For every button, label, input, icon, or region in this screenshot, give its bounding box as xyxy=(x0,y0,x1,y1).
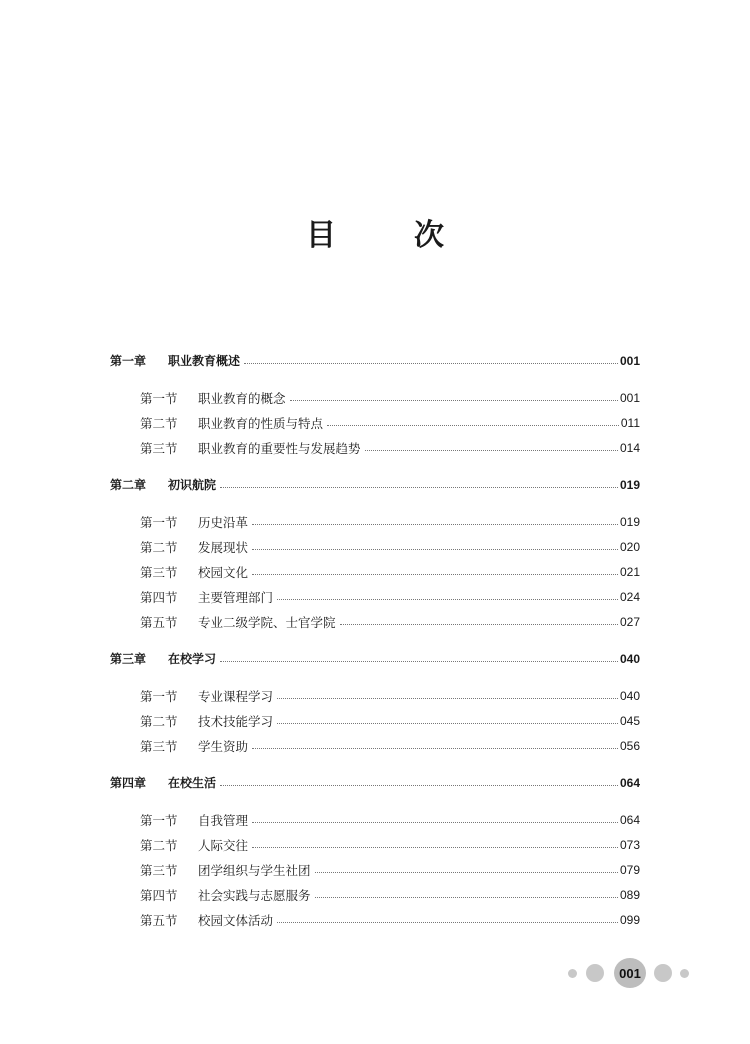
section-title: 自我管理 xyxy=(198,812,249,828)
section-number: 第一节 xyxy=(140,390,178,406)
chapter-title: 在校学习 xyxy=(168,652,217,666)
section-number: 第一节 xyxy=(140,812,178,828)
page-ref: 014 xyxy=(619,440,640,455)
toc-section-row[interactable] xyxy=(110,534,640,559)
toc-chapter-row[interactable] xyxy=(110,348,640,373)
decorative-dot xyxy=(568,969,577,978)
toc-chapter-row[interactable] xyxy=(110,646,640,671)
page-ref: 001 xyxy=(619,353,640,368)
section-title: 人际交往 xyxy=(198,837,249,853)
page-ref: 045 xyxy=(619,713,640,728)
section-title: 历史沿革 xyxy=(198,514,249,530)
section-number: 第二节 xyxy=(140,415,178,431)
chapter-title: 初识航院 xyxy=(168,478,217,492)
section-number: 第三节 xyxy=(140,862,178,878)
section-number: 第三节 xyxy=(140,738,178,754)
section-title: 专业课程学习 xyxy=(198,688,274,704)
dot-leader xyxy=(277,698,618,699)
section-title: 校园文化 xyxy=(198,564,249,580)
toc-section-row[interactable] xyxy=(110,385,640,410)
dot-leader xyxy=(244,363,618,364)
page-ref: 011 xyxy=(620,415,640,430)
decorative-dot xyxy=(586,964,604,982)
page-ref: 064 xyxy=(619,812,640,827)
chapter-number: 第二章 xyxy=(110,478,147,492)
dot-leader xyxy=(277,922,618,923)
dot-leader xyxy=(290,400,618,401)
toc-section-row[interactable] xyxy=(110,907,640,932)
section-number: 第二节 xyxy=(140,539,178,555)
section-number: 第四节 xyxy=(140,887,178,903)
toc-section-row[interactable] xyxy=(110,882,640,907)
section-title: 发展现状 xyxy=(198,539,249,555)
dot-leader xyxy=(252,574,618,575)
chapter-number: 第四章 xyxy=(110,776,147,790)
dot-leader xyxy=(315,897,618,898)
section-title: 专业二级学院、士官学院 xyxy=(198,614,336,630)
page-title: 目 次 xyxy=(306,218,468,253)
section-number: 第二节 xyxy=(140,713,178,729)
dot-leader xyxy=(315,872,618,873)
page-ref: 056 xyxy=(619,738,640,753)
dot-leader xyxy=(252,847,618,848)
dot-leader xyxy=(340,624,618,625)
chapter-number: 第一章 xyxy=(110,354,147,368)
section-title: 技术技能学习 xyxy=(198,713,274,729)
section-number: 第一节 xyxy=(140,514,178,530)
page-ref: 079 xyxy=(619,862,640,877)
table-of-contents xyxy=(110,348,640,932)
page-ref: 040 xyxy=(619,651,640,666)
page-ref: 019 xyxy=(619,514,640,529)
page-ref: 089 xyxy=(619,887,640,902)
page-ref: 073 xyxy=(619,837,640,852)
section-title: 主要管理部门 xyxy=(198,589,274,605)
toc-section-row[interactable] xyxy=(110,410,640,435)
toc-section-row[interactable] xyxy=(110,435,640,460)
page-ref: 021 xyxy=(619,564,640,579)
section-title: 职业教育的概念 xyxy=(198,390,286,406)
toc-section-row[interactable] xyxy=(110,733,640,758)
chapter-title: 职业教育概述 xyxy=(168,354,241,368)
section-title: 职业教育的性质与特点 xyxy=(198,415,324,431)
dot-leader xyxy=(277,599,618,600)
toc-section-row[interactable] xyxy=(110,807,640,832)
dot-leader xyxy=(220,487,618,488)
toc-chapter-row[interactable] xyxy=(110,770,640,795)
dot-leader xyxy=(252,524,618,525)
page-footer xyxy=(560,958,700,988)
section-title: 社会实践与志愿服务 xyxy=(198,887,311,903)
section-number: 第一节 xyxy=(140,688,178,704)
section-number: 第五节 xyxy=(140,912,178,928)
toc-section-row[interactable] xyxy=(110,509,640,534)
section-title: 团学组织与学生社团 xyxy=(198,862,311,878)
toc-section-row[interactable] xyxy=(110,584,640,609)
page-ref: 099 xyxy=(619,912,640,927)
dot-leader xyxy=(365,450,618,451)
page-ref: 020 xyxy=(619,539,640,554)
section-number: 第五节 xyxy=(140,614,178,630)
section-number: 第三节 xyxy=(140,564,178,580)
toc-section-row[interactable] xyxy=(110,683,640,708)
toc-section-row[interactable] xyxy=(110,857,640,882)
section-number: 第四节 xyxy=(140,589,178,605)
section-title: 校园文体活动 xyxy=(198,912,274,928)
toc-section-row[interactable] xyxy=(110,559,640,584)
page-ref: 027 xyxy=(619,614,640,629)
page-ref: 064 xyxy=(619,775,640,790)
decorative-dot xyxy=(654,964,672,982)
dot-leader xyxy=(252,748,618,749)
dot-leader xyxy=(277,723,618,724)
chapter-number: 第三章 xyxy=(110,652,147,666)
section-number: 第三节 xyxy=(140,440,178,456)
page-ref: 001 xyxy=(619,390,640,405)
dot-leader xyxy=(327,425,619,426)
toc-chapter-row[interactable] xyxy=(110,472,640,497)
section-title: 职业教育的重要性与发展趋势 xyxy=(198,440,361,456)
page-ref: 040 xyxy=(619,688,640,703)
dot-leader xyxy=(252,549,618,550)
toc-section-row[interactable] xyxy=(110,609,640,634)
page-ref: 019 xyxy=(619,477,640,492)
page-number: 001 xyxy=(614,958,646,988)
toc-section-row[interactable] xyxy=(110,708,640,733)
dot-leader xyxy=(252,822,618,823)
dot-leader xyxy=(220,661,618,662)
toc-section-row[interactable] xyxy=(110,832,640,857)
section-title: 学生资助 xyxy=(198,738,249,754)
chapter-title: 在校生活 xyxy=(168,776,217,790)
dot-leader xyxy=(220,785,618,786)
section-number: 第二节 xyxy=(140,837,178,853)
page-ref: 024 xyxy=(619,589,640,604)
decorative-dot xyxy=(680,969,689,978)
